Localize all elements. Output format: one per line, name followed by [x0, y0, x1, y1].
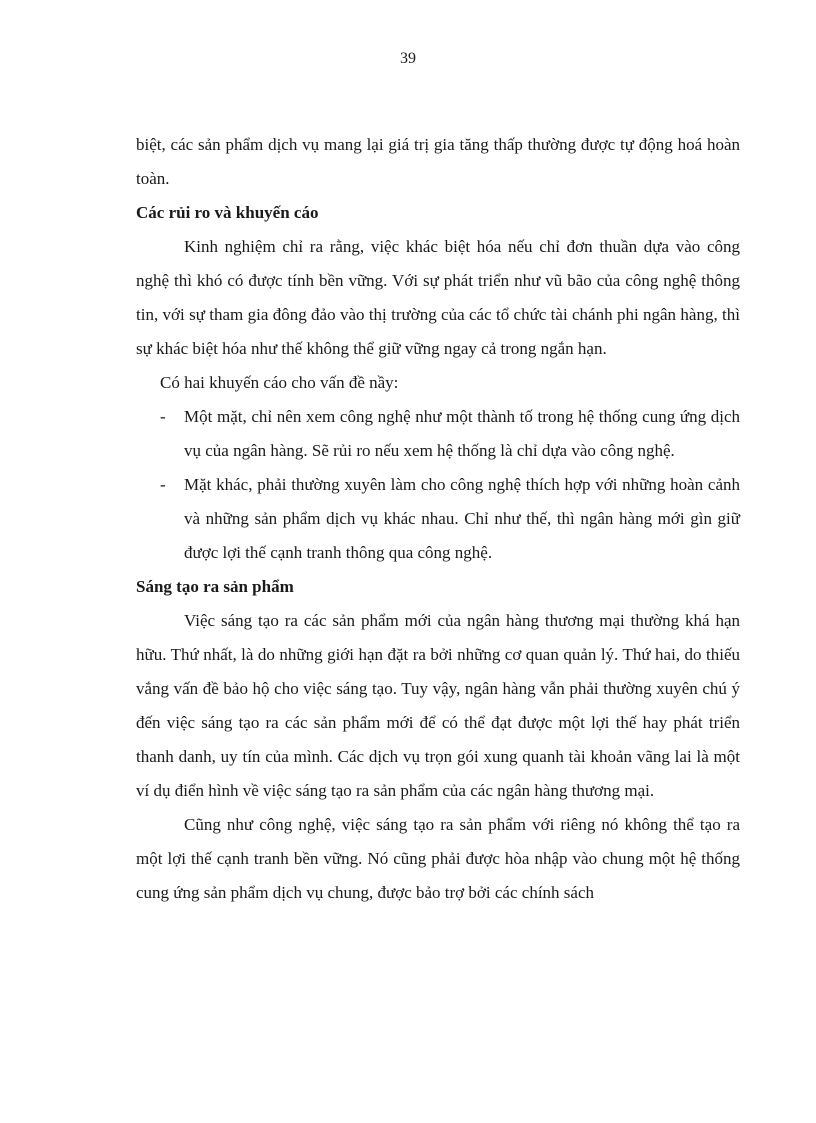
recommendations-list [136, 400, 740, 570]
paragraph-product-innovation: Việc sáng tạo ra các sản phẩm mới của ngân hàng thương mại thường khá hạn hữu. Thứ nhất, là do những giới hạn đặt ra bởi những cơ quan quản lý. Thứ hai, do thiếu vắng vấn đề bảo hộ cho việc sáng tạo. Tuy vậy, ngân hàng vẫn phải thường xuyên chú ý đến việc sáng tạo ra các sản phẩm mới để có thể đạt được một lợi thế hay phát triển thanh danh, uy tín của mình. Các dịch vụ trọn gói xung quanh tài khoản vãng lai là một ví dụ điển hình về việc sáng tạo ra sản phẩm của các ngân hàng thương mại. [136, 611, 740, 800]
bullet-marker: - [160, 475, 166, 494]
list-item [136, 468, 740, 570]
paragraph-recommendations-lead: Có hai khuyến cáo cho vấn đề nầy: [160, 373, 399, 392]
page-body [136, 128, 740, 910]
list-item [136, 400, 740, 468]
page-number: 39 [400, 50, 416, 67]
paragraph-product-integration: Cũng như công nghệ, việc sáng tạo ra sản phẩm với riêng nó không thể tạo ra một lợi thế cạnh tranh bền vững. Nó cũng phải được hòa nhập vào chung một hệ thống cung ứng sản phẩm dịch vụ chung, được bảo trợ bởi các chính sách [136, 815, 740, 902]
paragraph-risks-intro: Kinh nghiệm chỉ ra rằng, việc khác biệt hóa nếu chỉ đơn thuần dựa vào công nghệ thì khó có được tính bền vững. Với sự phát triển như vũ bão của công nghệ thông tin, với sự tham gia đông đảo vào thị trường của các tổ chức tài chánh phi ngân hàng, thì sự khác biệt hóa như thế không thể giữ vững ngay cả trong ngắn hạn. [136, 237, 740, 358]
paragraph-continuation: biệt, các sản phẩm dịch vụ mang lại giá trị gia tăng thấp thường được tự động hoá hoàn toàn. [136, 135, 740, 188]
bullet-marker: - [160, 407, 166, 426]
section-heading-product-innovation: Sáng tạo ra sản phẩm [136, 577, 294, 596]
section-heading-risks: Các rủi ro và khuyến cáo [136, 203, 319, 222]
list-item-text: Một mặt, chỉ nên xem công nghệ như một thành tố trong hệ thống cung ứng dịch vụ của ngân hàng. Sẽ rủi ro nếu xem hệ thống là chỉ dựa vào công nghệ. [184, 407, 740, 460]
list-item-text: Mặt khác, phải thường xuyên làm cho công nghệ thích hợp với những hoàn cảnh và những sản phẩm dịch vụ khác nhau. Chỉ như thế, thì ngân hàng mới gìn giữ được lợi thế cạnh tranh thông qua công nghệ. [184, 475, 740, 562]
